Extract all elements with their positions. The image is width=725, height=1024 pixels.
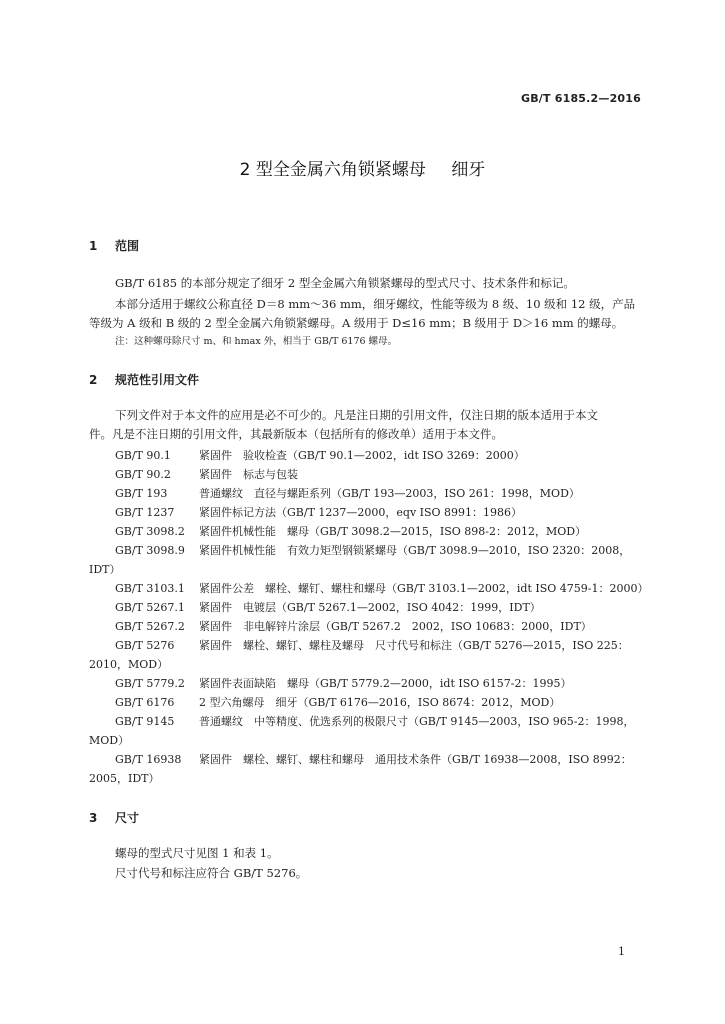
reference-item xyxy=(115,542,659,558)
title-sub: 细牙 xyxy=(451,160,486,180)
reference-text: 普通螺纹 直径与螺距系列（GB/T 193—2003，ISO 261：1998，MOD） xyxy=(199,487,580,500)
reference-code: GB/T 1237 xyxy=(115,506,175,519)
reference-text: 普通螺纹 中等精度、优选系列的极限尺寸（GB/T 9145—2003，ISO 965-2：1998， xyxy=(199,715,635,728)
reference-continuation: IDT） xyxy=(89,563,121,576)
standard-code: GB/T 6185.2—2016 xyxy=(520,92,641,105)
reference-code: GB/T 6176 xyxy=(115,696,175,709)
reference-continuation: MOD） xyxy=(89,734,130,747)
scope-paragraph-2-line-1: 本部分适用于螺纹公称直径 D＝8 mm～36 mm，细牙螺纹，性能等级为 8 级、10 级和 12 级，产品 xyxy=(115,297,636,311)
reference-text: 2 型六角螺母 细牙（GB/T 6176—2016，ISO 8674：2012，MOD） xyxy=(199,696,561,709)
reference-item xyxy=(115,580,659,596)
section-1-number: 1 xyxy=(89,239,98,253)
page-number: 1 xyxy=(618,945,625,958)
reference-continuation: 2005，IDT） xyxy=(89,772,160,785)
reference-item xyxy=(115,504,659,520)
reference-text: 紧固件标记方法（GB/T 1237—2000，eqv ISO 8991：1986） xyxy=(199,506,523,519)
reference-code: GB/T 5267.2 xyxy=(115,620,185,633)
section-3-title: 尺寸 xyxy=(115,811,140,825)
scope-paragraph-2-line-2: 等级为 A 级和 B 级的 2 型全金属六角锁紧螺母。A 级用于 D≤16 mm；B 级用于 D＞16 mm 的螺母。 xyxy=(89,316,624,330)
references-intro-line-1: 下列文件对于本文件的应用是必不可少的。凡是注日期的引用文件，仅注日期的版本适用于本文 xyxy=(115,408,598,422)
dimensions-paragraph-2: 尺寸代号和标注应符合 GB/T 5276。 xyxy=(115,866,308,880)
reference-text: 紧固件 验收检查（GB/T 90.1—2002，idt ISO 3269：2000） xyxy=(199,449,525,462)
scope-paragraph-1: GB/T 6185 的本部分规定了细牙 2 型全金属六角锁紧螺母的型式尺寸、技术条件和标记。 xyxy=(115,276,575,290)
reference-code: GB/T 5779.2 xyxy=(115,677,185,690)
reference-item xyxy=(115,485,659,501)
reference-item xyxy=(115,599,659,615)
reference-item xyxy=(115,618,659,634)
reference-text: 紧固件公差 螺栓、螺钉、螺柱和螺母（GB/T 3103.1—2002，idt ISO 4759-1：2000） xyxy=(199,582,649,595)
document-title xyxy=(0,155,725,180)
section-1-heading xyxy=(89,237,139,254)
reference-text: 紧固件 标志与包装 xyxy=(199,468,298,481)
dimensions-paragraph-1: 螺母的型式尺寸见图 1 和表 1。 xyxy=(115,846,279,860)
references-intro-line-2: 件。凡是不注日期的引用文件，其最新版本（包括所有的修改单）适用于本文件。 xyxy=(89,427,503,441)
section-2-heading xyxy=(89,371,199,388)
reference-text: 紧固件 螺栓、螺钉、螺柱和螺母 通用技术条件（GB/T 16938—2008，ISO 8992： xyxy=(199,753,632,766)
reference-text: 紧固件 电镀层（GB/T 5267.1—2002，ISO 4042：1999，IDT） xyxy=(199,601,541,614)
reference-code: GB/T 5267.1 xyxy=(115,601,185,614)
reference-continuation: 2010，MOD） xyxy=(89,658,169,671)
reference-code: GB/T 90.2 xyxy=(115,468,171,481)
reference-text: 紧固件机械性能 螺母（GB/T 3098.2—2015，ISO 898-2：2012，MOD） xyxy=(199,525,587,538)
reference-item xyxy=(115,466,659,482)
section-3-number: 3 xyxy=(89,811,98,825)
section-1-title: 范围 xyxy=(115,239,140,253)
reference-code: GB/T 3103.1 xyxy=(115,582,185,595)
reference-item xyxy=(115,694,659,710)
reference-text: 紧固件机械性能 有效力矩型钢锁紧螺母（GB/T 3098.9—2010，ISO 2320：2008， xyxy=(199,544,631,557)
section-2-number: 2 xyxy=(89,373,98,387)
reference-text: 紧固件 非电解锌片涂层（GB/T 5267.2 2002，ISO 10683：2000，IDT） xyxy=(199,620,592,633)
reference-code: GB/T 5276 xyxy=(115,639,175,652)
title-main: 2 型全金属六角锁紧螺母 xyxy=(239,160,426,180)
reference-item xyxy=(115,637,659,653)
reference-item xyxy=(115,713,659,729)
reference-code: GB/T 193 xyxy=(115,487,168,500)
reference-code: GB/T 9145 xyxy=(115,715,175,728)
reference-code: GB/T 90.1 xyxy=(115,449,171,462)
reference-item xyxy=(115,675,659,691)
section-3-heading xyxy=(89,809,139,826)
section-2-title: 规范性引用文件 xyxy=(115,373,200,387)
reference-text: 紧固件表面缺陷 螺母（GB/T 5779.2—2000，idt ISO 6157-2：1995） xyxy=(199,677,572,690)
scope-note: 注：这种螺母除尺寸 m、和 hmax 外，相当于 GB/T 6176 螺母。 xyxy=(115,336,398,347)
reference-text: 紧固件 螺栓、螺钉、螺柱及螺母 尺寸代号和标注（GB/T 5276—2015，ISO 225： xyxy=(199,639,629,652)
reference-item xyxy=(115,751,659,767)
reference-code: GB/T 3098.2 xyxy=(115,525,185,538)
reference-item xyxy=(115,523,659,539)
reference-code: GB/T 3098.9 xyxy=(115,544,185,557)
reference-code: GB/T 16938 xyxy=(115,753,182,766)
reference-item xyxy=(115,447,659,463)
